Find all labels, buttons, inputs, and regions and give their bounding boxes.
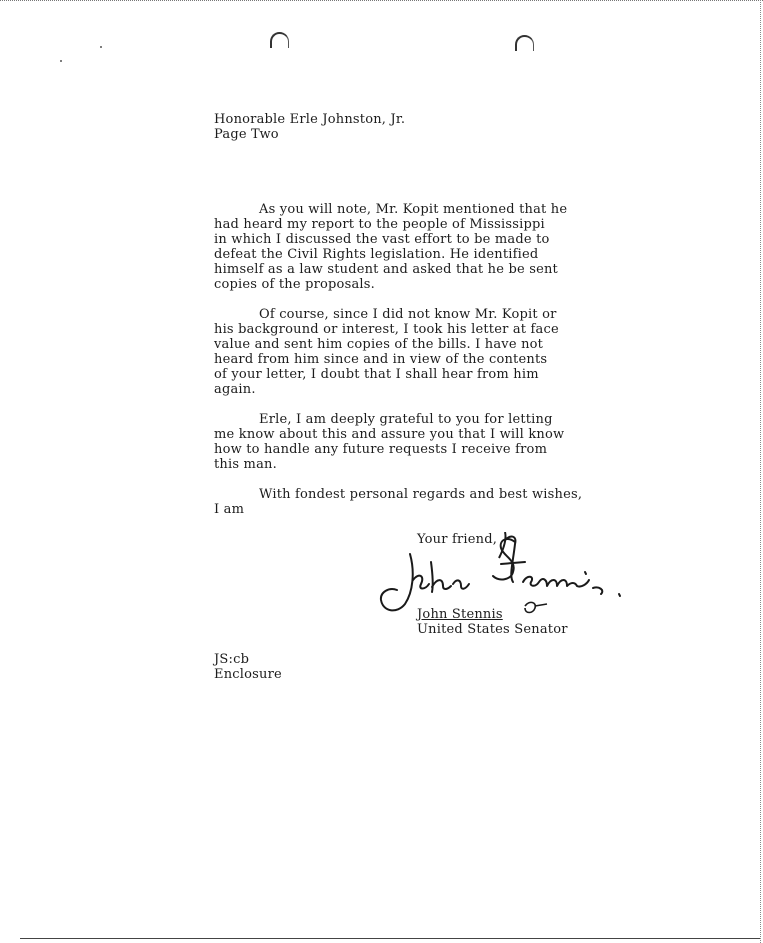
paragraph-2 — [214, 307, 634, 397]
text-line: Erle, I am deeply grateful to you for letting — [259, 412, 553, 427]
text-line: copies of the proposals. — [214, 277, 375, 292]
text-line: again. — [214, 382, 256, 397]
typed-signature-name: John Stennis — [417, 607, 503, 622]
text-line: of your letter, I doubt that I shall hear from him — [214, 367, 539, 382]
scan-speck — [60, 60, 62, 62]
handwritten-signature — [375, 532, 635, 622]
text-line: I am — [214, 502, 245, 517]
punch-hole-mark-left — [270, 32, 289, 48]
text-line: Of course, since I did not know Mr. Kopit or — [259, 307, 557, 322]
text-line: heard from him since and in view of the contents — [214, 352, 548, 367]
scan-right-edge — [759, 0, 761, 943]
text-line: this man. — [214, 457, 277, 472]
text-line: his background or interest, I took his letter at face — [214, 322, 559, 337]
text-line: in which I discussed the vast effort to be made to — [214, 232, 550, 247]
paragraph-4 — [214, 487, 634, 517]
page-number-line: Page Two — [214, 127, 279, 142]
text-line: himself as a law student and asked that he be sent — [214, 262, 558, 277]
text-line: With fondest personal regards and best wishes, — [259, 487, 583, 502]
text-line: value and sent him copies of the bills. I have not — [214, 337, 544, 352]
punch-hole-mark-right — [515, 35, 534, 51]
text-line: had heard my report to the people of Mississippi — [214, 217, 545, 232]
text-line: As you will note, Mr. Kopit mentioned that he — [259, 202, 568, 217]
paragraph-3 — [214, 412, 634, 472]
addressee-line: Honorable Erle Johnston, Jr. — [214, 112, 406, 127]
signer-title: United States Senator — [417, 622, 568, 637]
closing-salutation: Your friend, — [417, 532, 498, 547]
scan-bottom-edge — [20, 938, 760, 939]
scan-speck — [100, 46, 102, 48]
scan-top-edge — [0, 0, 763, 3]
text-line: how to handle any future requests I receive from — [214, 442, 548, 457]
typist-initials: JS:cb — [214, 652, 250, 667]
text-line: me know about this and assure you that I will know — [214, 427, 565, 442]
paragraph-1 — [214, 202, 634, 292]
text-line: defeat the Civil Rights legislation. He identified — [214, 247, 539, 262]
enclosure-note: Enclosure — [214, 667, 282, 682]
